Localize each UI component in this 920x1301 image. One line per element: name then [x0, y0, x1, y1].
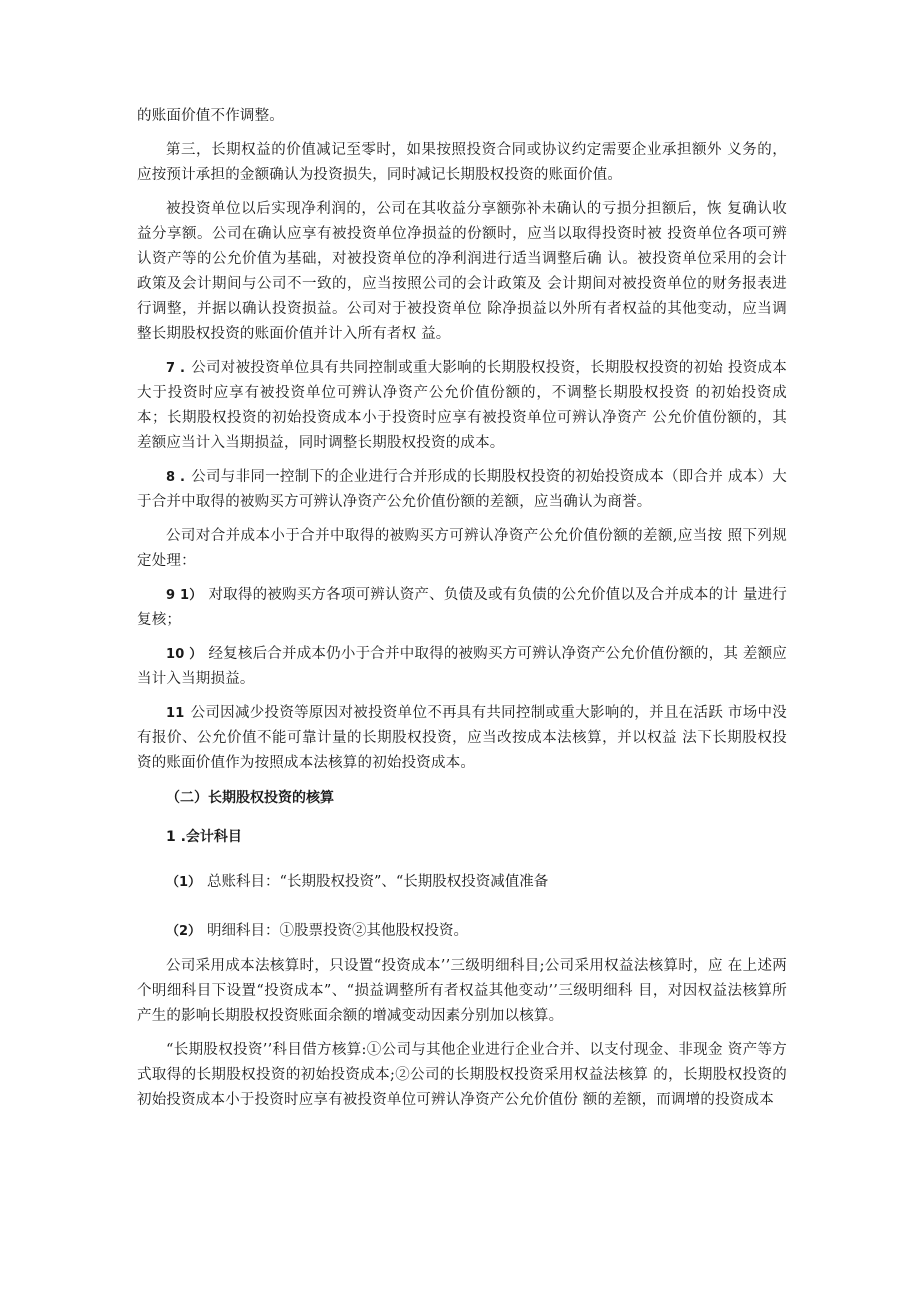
paragraph-accounting-1: 公司采用成本法核算时，只设置“投资成本’’三级明细科目;公司采用权益法核算时，应 在上述两个明细科目下设置“投资成本”、“损益调整所有者权益其他变动’’三级明细科 目，对因权益法核算所产生的影响长期股权投资账面余额的增减变动因素分别加以核算。 [137, 958, 787, 1024]
paragraph-text: 公司与非同一控制下的企业进行合并形成的长期股权投资的初始投资成本（即合并 成本）大于合并中取得的被购买方可辨认净资产公允价值份额的差额，应当确认为商誉。 [137, 469, 787, 510]
paragraph-2: 被投资单位以后实现净利润的，公司在其收益分享额弥补未确认的亏损分担额后，恢 复确认收益分享额。公司在确认应享有被投资单位净损益的份额时，应当以取得投资时被 投资单位各项可辨认资产等的公允价值为基础，对被投资单位的净利润进行适当调整后确 认。被投资单位采用的会计政策及会计期间与公司不一致的，应当按照公司的会计政策及 会计期间对被投资单位的财务报表进行调整，并据以确认投资损益。公司对于被投资单位 除净损益以外所有者权益的其他变动，应当调整长期股权投资的账面价值并计入所有者权 益。 [137, 201, 787, 342]
item-number: 10 ） [166, 647, 203, 662]
item-number: 9 1） [166, 588, 203, 603]
paragraph-0: 的账面价值不作调整。 [137, 108, 284, 124]
section-title: （二）长期股权投资的核算 [166, 790, 334, 806]
item-number: （2） [166, 924, 202, 939]
paragraph-10 [137, 642, 787, 692]
paragraph-11 [137, 701, 787, 776]
paragraph-9 [137, 583, 787, 633]
paragraph-text: 公司对被投资单位具有共同控制或重大影响的长期股权投资，长期股权投资的初始 投资成本大于投资时应享有被投资单位可辨认净资产公允价值份额的，不调整长期股权投资 的初始投资成本；长期股权投资的初始投资成本小于投资时应享有被投资单位可辨认净资产 公允价值份额的，其差额应当计入当期损益，同时调整长期股权投资的成本。 [137, 360, 787, 451]
item-text: 明细科目：①股票投资②其他股权投资。 [207, 923, 469, 939]
account-item-1 [137, 870, 787, 895]
item-number: 7 . [166, 361, 186, 376]
item-text: 总账科目：“长期股权投资”、“长期股权投资减值准备 [207, 874, 549, 890]
subsection-heading [137, 825, 787, 850]
item-number: （1） [166, 875, 202, 890]
paragraph-text: 经复核后合并成本仍小于合并中取得的被购买方可辨认净资产公允价值份额的，其 差额应当计入当期损益。 [137, 646, 788, 687]
paragraph-text: 对取得的被购买方各项可辨认资产、负债及或有负债的公允价值以及合并成本的计 量进行复核； [137, 587, 787, 628]
paragraph-7 [137, 356, 787, 456]
account-item-2 [137, 919, 787, 944]
section-heading [137, 786, 787, 811]
paragraph-text: 公司因减少投资等原因对被投资单位不再具有共同控制或重大影响的，并且在活跃 市场中没有报价、公允价值不能可靠计量的长期股权投资，应当改按成本法核算，并以权益 法下长期股权投资的账面价值作为按照成本法核算的初始投资成本。 [137, 705, 787, 771]
paragraph-8-detail: 公司对合并成本小于合并中取得的被购买方可辨认净资产公允价值份额的差额,应当按 照下列规定处理： [137, 528, 787, 569]
subsection-title: 1 .会计科目 [166, 829, 242, 845]
paragraph-accounting-2: “长期股权投资’’科目借方核算:①公司与其他企业进行企业合并、以支付现金、非现金 资产等方式取得的长期股权投资的初始投资成本;②公司的长期股权投资采用权益法核算 的，长期股权投资的初始投资成本小于投资时应享有被投资单位可辨认净资产公允价值份 额的差额，而调增的投资成本 [137, 1042, 787, 1108]
item-number: 8 . [166, 470, 186, 485]
document-page [137, 104, 787, 1122]
item-number: 11 [166, 706, 185, 721]
paragraph-1: 第三，长期权益的价值减记至零时，如果按照投资合同或协议约定需要企业承担额外 义务的，应按预计承担的金额确认为投资损失，同时减记长期股权投资的账面价值。 [137, 142, 787, 183]
paragraph-8 [137, 465, 787, 515]
